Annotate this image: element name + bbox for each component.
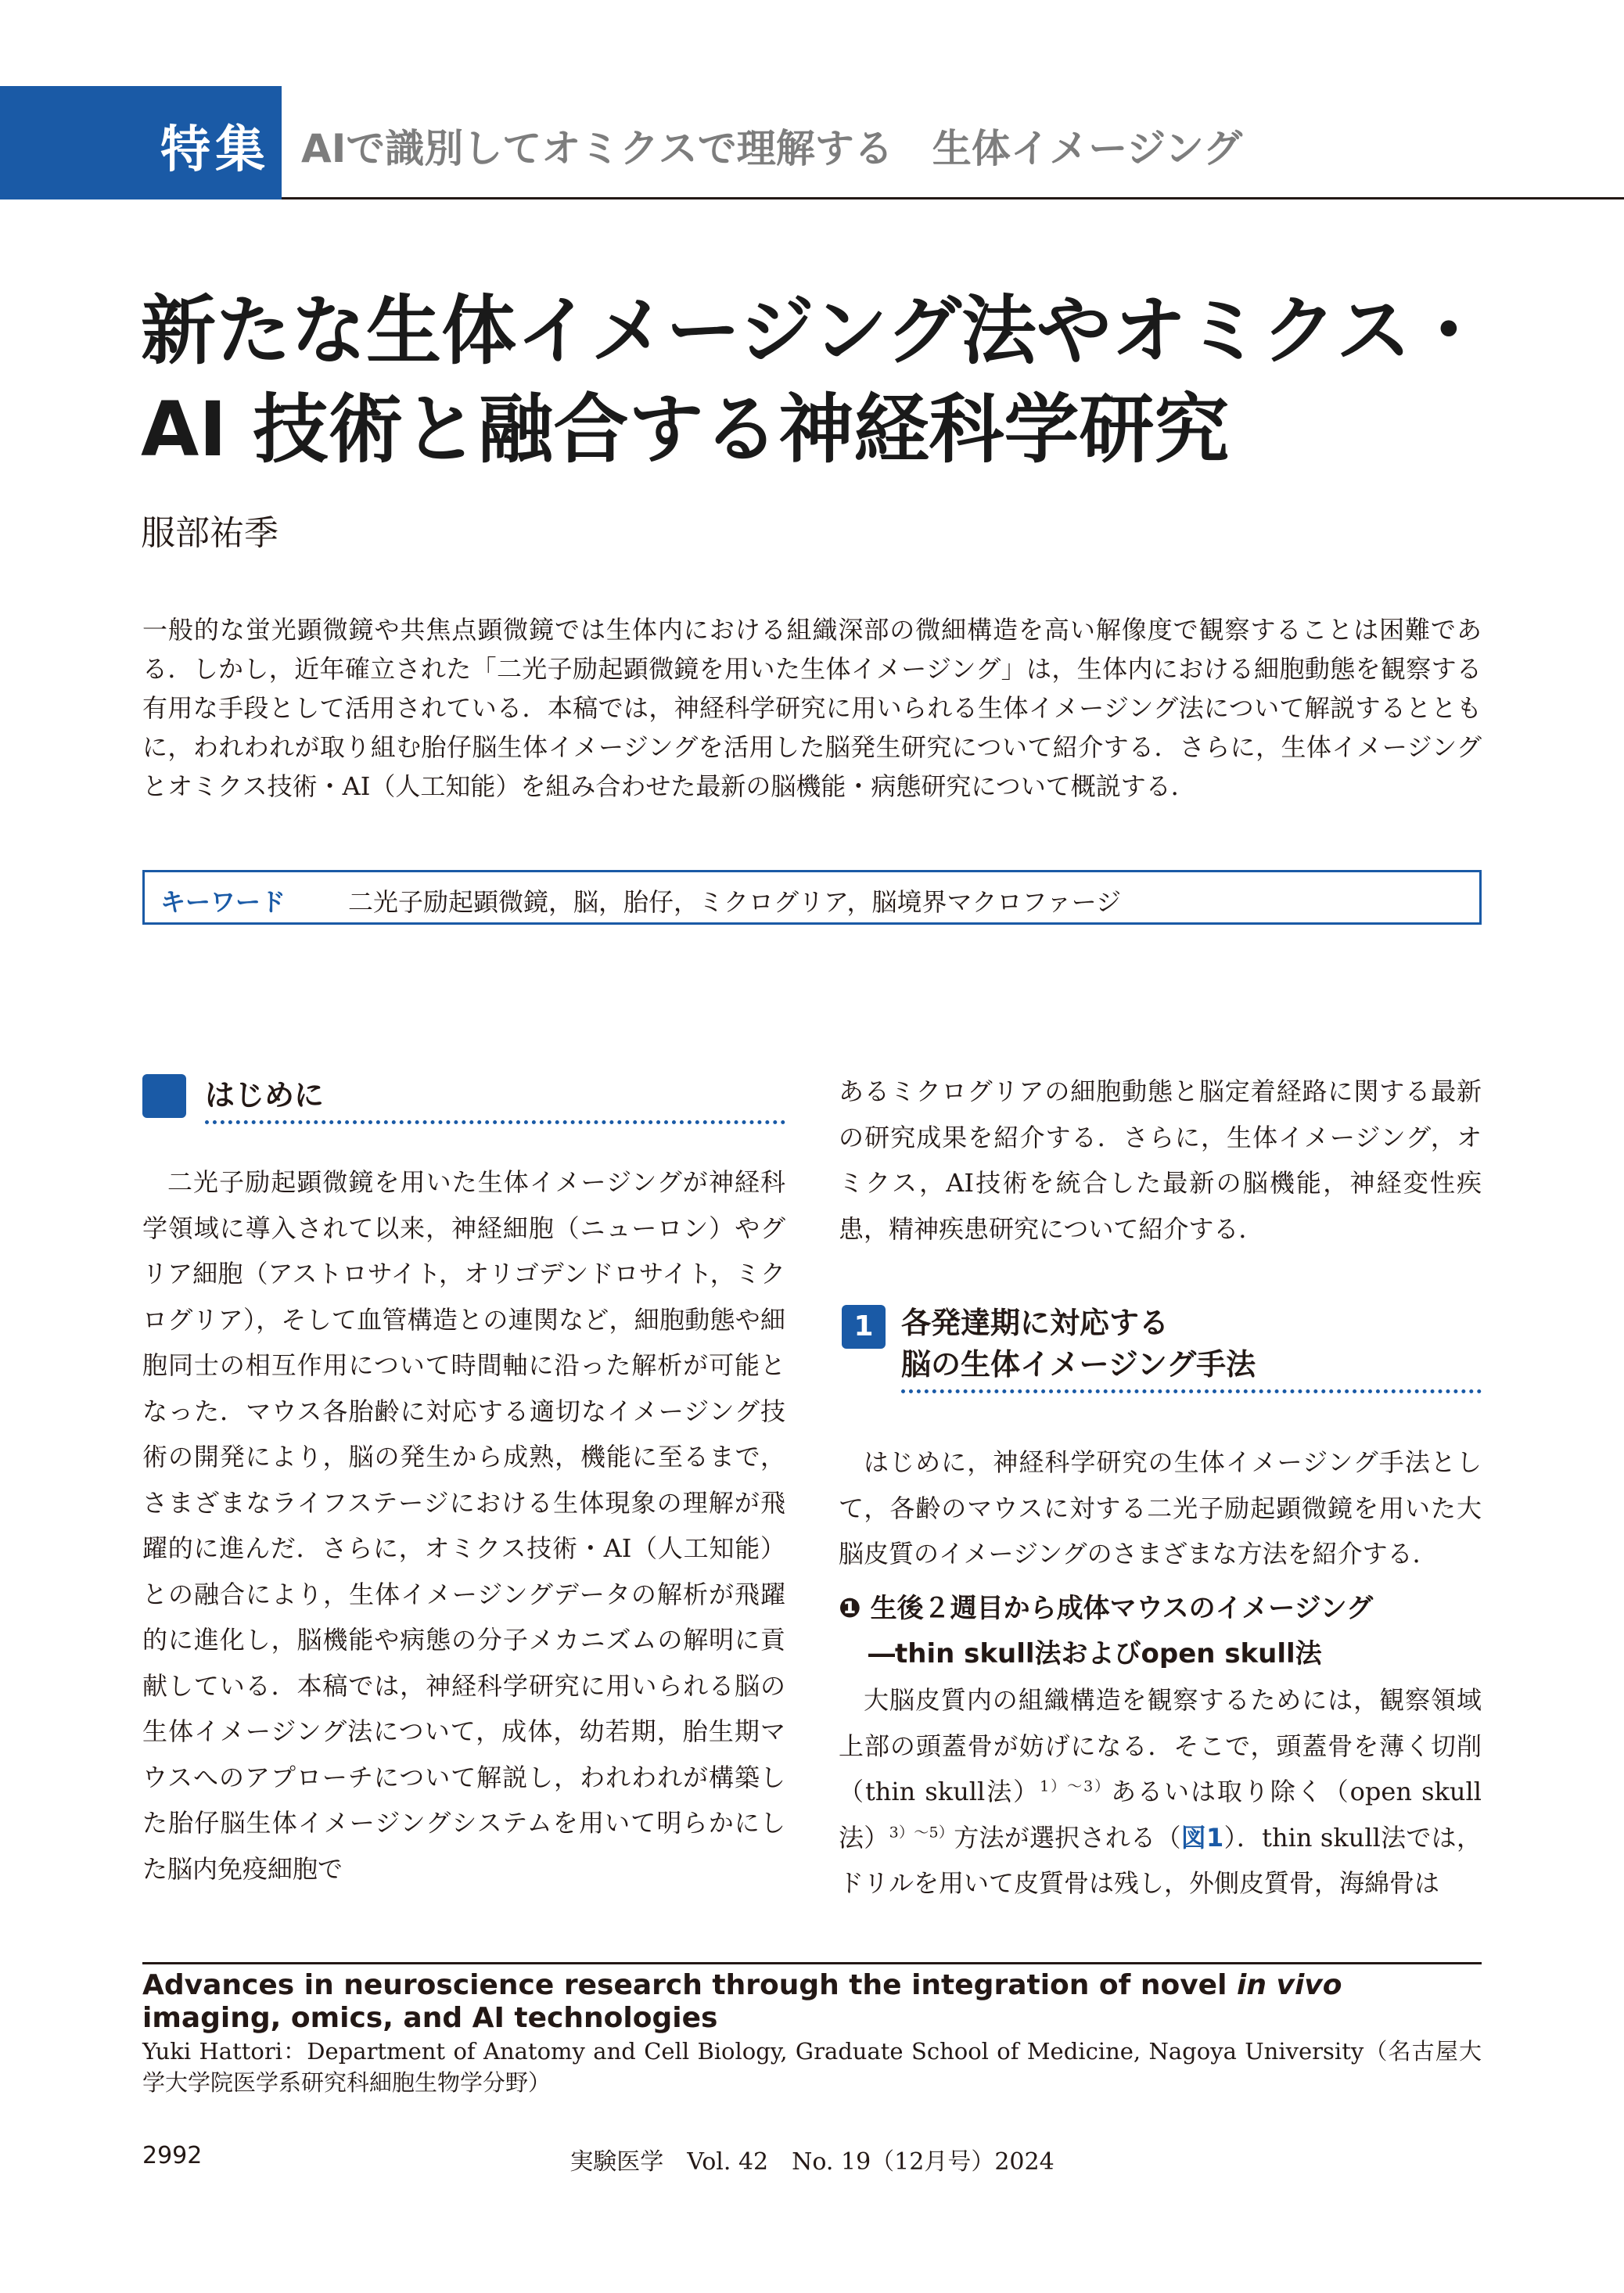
section-1-dotted-rule (901, 1389, 1482, 1393)
subsection-1-body (839, 1677, 1482, 1907)
intro-heading: はじめに (205, 1078, 325, 1112)
header-rule (282, 197, 1624, 199)
header-label: 特集 (160, 121, 270, 179)
citation-ref: 1）～3） (1040, 1777, 1112, 1795)
figure-reference-link[interactable]: 図1 (1180, 1822, 1224, 1853)
keyword-label: キーワード (160, 887, 286, 917)
footer-rule (142, 1962, 1482, 1964)
subsection-1-heading-line1 (839, 1586, 1373, 1631)
section-1-body: はじめに，神経科学研究の生体イメージング手法として，各齢のマウスに対する二光子励起顕微鏡を用いた大脳皮質のイメージングのさまざまな方法を紹介する． (839, 1447, 1482, 1569)
section-1-heading-line1: 各発達期に対応する (901, 1306, 1169, 1340)
section-1-number: 1 (842, 1305, 886, 1349)
page-number: 2992 (142, 2142, 203, 2169)
english-title-part: imaging, omics, and AI technologies (142, 2002, 718, 2034)
abstract: 一般的な蛍光顕微鏡や共焦点顕微鏡では生体内における組織深部の微細構造を高い解像度で観察することは困難である．しかし，近年確立された「二光子励起顕微鏡を用いた生体イメージング」は，生体内における細胞動態を観察する有用な手段として活用されている．本稿では，神経科学研究に用いられる生体イメージング法について解説するとともに，われわれが取り組む胎仔脳生体イメージングを活用した脳発生研究について紹介する．さらに，生体イメージングとオミクス技術・AI（人工知能）を組み合わせた最新の脳機能・病態研究について概説する． (142, 615, 1482, 801)
keyword-list: 二光子励起顕微鏡，脳，胎仔，ミクログリア，脳境界マクロファージ (348, 887, 1122, 917)
english-title-part: Advances in neuroscience research through the integration of novel (142, 1969, 1237, 2001)
series-title: AIで識別してオミクスで理解する 生体イメージング (301, 126, 1243, 171)
intro-body: 二光子励起顕微鏡を用いた生体イメージングが神経科学領域に導入されて以来，神経細胞（ニューロン）やグリア細胞（アストロサイト，オリゴデンドロサイト，ミクログリア），そして血管構造との連関など，細胞動態や細胞同士の相互作用について時間軸に沿った解析が可能となった．マウス各胎齢に対応する適切なイメージング技術の開発により，脳の発生から成熟，機能に至るまで，さまざまなライフステージにおける生体現象の理解が飛躍的に進んだ．さらに，オミクス技術・AI（人工知能）との融合により，生体イメージングデータの解析が飛躍的に進化し，脳機能や病態の分子メカニズムの解明に貢献している．本稿では，神経科学研究に用いられる脳の生体イメージング法について，成体，幼若期，胎生期マウスへのアプローチについて解説し，われわれが構築した胎仔脳生体イメージングシステムを用いて明らかにした脳内免疫細胞で (142, 1167, 785, 1884)
intro-continuation: あるミクログリアの細胞動態と脳定着経路に関する最新の研究成果を紹介する．さらに，生体イメージング，オミクス，AI技術を統合した最新の脳機能，神経変性疾患，精神疾患研究について紹介する． (839, 1076, 1482, 1244)
citation-ref: 3）～5） (889, 1823, 954, 1841)
english-title-italic: in vivo (1236, 1969, 1342, 2001)
subsection-1-heading-line2: ―thin skull法およびopen skull法 (868, 1638, 1322, 1669)
subsection-1-title: 生後２週目から成体マウスのイメージング (870, 1593, 1374, 1624)
english-title (142, 1969, 1482, 2035)
intro-heading-dotted-rule (205, 1120, 785, 1124)
body-text-part: あるいは取り除く（open skull法） (839, 1777, 1482, 1853)
body-text-part: ）．thin skull法では，ドリルを用いて皮質骨は残し，外側皮質骨，海綿骨は (839, 1822, 1482, 1898)
body-text-part: 方法が選択される（ (954, 1822, 1181, 1853)
journal-citation: 実験医学 Vol. 42 No. 19（12月号）2024 (569, 2148, 1055, 2176)
section-1-heading-line2: 脳の生体イメージング手法 (901, 1347, 1256, 1382)
body-text-part: 大脳皮質内の組織構造を観察するためには，観察領域上部の頭蓋骨が妨げになる．そこで，頭蓋骨を薄く切削（thin skull法） (839, 1685, 1482, 1806)
author-affiliation: Yuki Hattori：Department of Anatomy and Cell Biology, Graduate School of Medicine, Nagoya University（名古屋大学大学院医学系研究科細胞生物学分野） (142, 2038, 1482, 2096)
subsection-1-number: ❶ (839, 1593, 861, 1624)
author-name: 服部祐季 (141, 513, 278, 553)
intro-heading-marker (142, 1074, 186, 1118)
article-title: 新たな生体イメージング法やオミクス・AI 技術と融合する神経科学研究 (141, 287, 1486, 473)
